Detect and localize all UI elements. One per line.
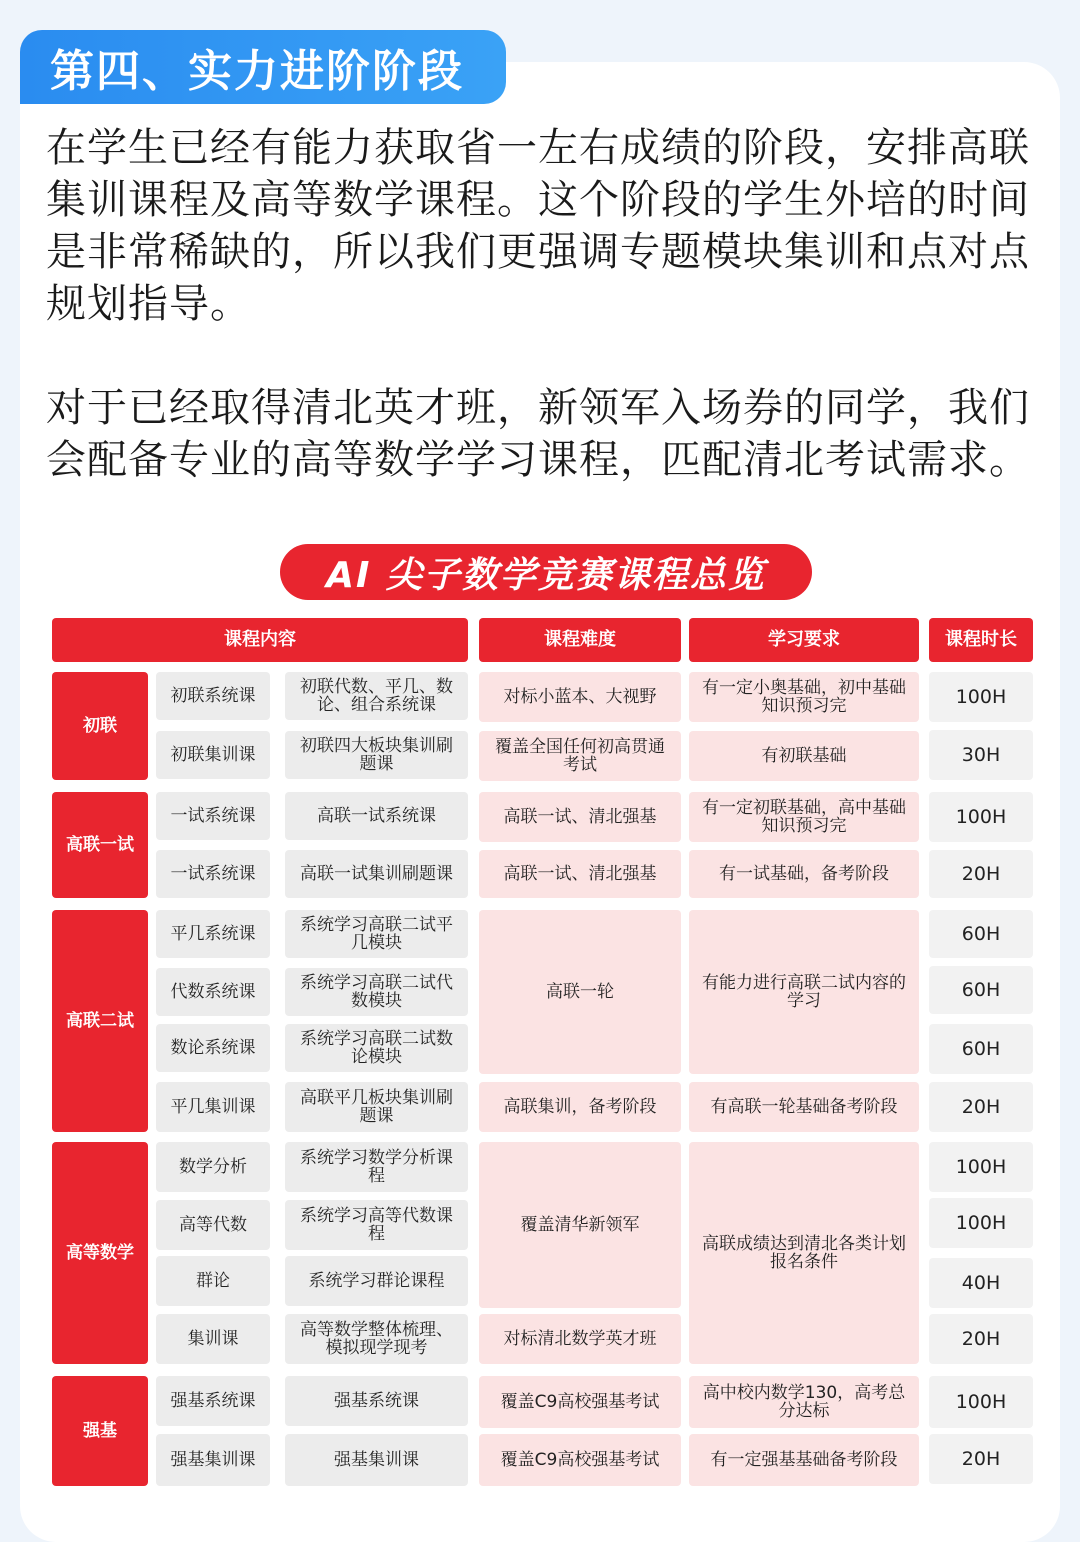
- group-gaolian-1: 高联一试: [52, 792, 148, 898]
- hours-cell: 30H: [929, 730, 1033, 780]
- difficulty-cell: 覆盖C9高校强基考试: [479, 1434, 681, 1486]
- course-cell: 强基集训课: [156, 1434, 270, 1486]
- content-cell: 强基集训课: [285, 1434, 468, 1486]
- hours-cell: 60H: [929, 1024, 1033, 1074]
- hours-cell: 20H: [929, 1314, 1033, 1364]
- hours-cell: 100H: [929, 1376, 1033, 1428]
- course-cell: 群论: [156, 1256, 270, 1306]
- course-cell: 初联集训课: [156, 731, 270, 779]
- stage-title: 第四、实力进阶阶段: [20, 30, 506, 104]
- difficulty-cell: 高联一轮: [479, 910, 681, 1074]
- table-title: AI 尖子数学竞赛课程总览: [280, 544, 812, 600]
- hours-cell: 20H: [929, 1082, 1033, 1132]
- course-cell: 平几集训课: [156, 1082, 270, 1132]
- content-cell: 初联代数、平几、数论、组合系统课: [285, 672, 468, 720]
- requirement-cell: 有初联基础: [689, 731, 919, 781]
- content-cell: 初联四大板块集训刷题课: [285, 731, 468, 779]
- course-cell: 集训课: [156, 1314, 270, 1364]
- header-course-content: 课程内容: [52, 618, 468, 662]
- requirement-cell: 有能力进行高联二试内容的学习: [689, 910, 919, 1074]
- requirement-cell: 有高联一轮基础备考阶段: [689, 1082, 919, 1132]
- requirement-cell: 有一试基础，备考阶段: [689, 850, 919, 898]
- course-cell: 强基系统课: [156, 1376, 270, 1426]
- difficulty-cell: 对标清北数学英才班: [479, 1314, 681, 1364]
- hours-cell: 20H: [929, 1434, 1033, 1484]
- intro-paragraph-1: 在学生已经有能力获取省一左右成绩的阶段，安排高联集训课程及高等数学课程。这个阶段的学生外培的时间是非常稀缺的，所以我们更强调专题模块集训和点对点规划指导。: [46, 125, 1030, 327]
- course-cell: 高等代数: [156, 1200, 270, 1250]
- header-requirements: 学习要求: [689, 618, 919, 662]
- difficulty-cell: 对标小蓝本、大视野: [479, 672, 681, 722]
- intro-text: [46, 122, 1046, 538]
- course-cell: 代数系统课: [156, 968, 270, 1016]
- requirement-cell: 有一定初联基础，高中基础知识预习完: [689, 792, 919, 842]
- group-gaolian-2: 高联二试: [52, 910, 148, 1132]
- hours-cell: 100H: [929, 672, 1033, 722]
- content-cell: 高联平几板块集训刷题课: [285, 1082, 468, 1132]
- requirement-cell: 有一定小奥基础，初中基础知识预习完: [689, 672, 919, 722]
- hours-cell: 40H: [929, 1258, 1033, 1308]
- course-cell: 初联系统课: [156, 672, 270, 720]
- difficulty-cell: 覆盖C9高校强基考试: [479, 1376, 681, 1428]
- course-cell: 平几系统课: [156, 910, 270, 958]
- hours-cell: 100H: [929, 792, 1033, 842]
- intro-paragraph-2: 对于已经取得清北英才班，新领军入场券的同学，我们会配备专业的高等数学学习课程，匹配清北考试需求。: [46, 385, 1030, 483]
- content-cell: 高联一试系统课: [285, 792, 468, 840]
- hours-cell: 60H: [929, 910, 1033, 958]
- content-cell: 系统学习高联二试平几模块: [285, 910, 468, 958]
- difficulty-cell: 高联一试、清北强基: [479, 792, 681, 842]
- content-cell: 强基系统课: [285, 1376, 468, 1426]
- group-chulian: 初联: [52, 672, 148, 780]
- content-cell: 系统学习高联二试数论模块: [285, 1024, 468, 1072]
- header-difficulty: 课程难度: [479, 618, 681, 662]
- requirement-cell: 高中校内数学130，高考总分达标: [689, 1376, 919, 1428]
- hours-cell: 20H: [929, 850, 1033, 898]
- content-cell: 高等数学整体梳理、模拟现学现考: [285, 1314, 468, 1364]
- hours-cell: 100H: [929, 1142, 1033, 1192]
- requirement-cell: 高联成绩达到清北各类计划报名条件: [689, 1142, 919, 1364]
- group-qiangji: 强基: [52, 1376, 148, 1486]
- content-cell: 系统学习高联二试代数模块: [285, 968, 468, 1016]
- header-hours: 课程时长: [929, 618, 1033, 662]
- difficulty-cell: 高联集训，备考阶段: [479, 1082, 681, 1132]
- content-cell: 系统学习群论课程: [285, 1256, 468, 1306]
- course-cell: 一试系统课: [156, 850, 270, 898]
- content-cell: 系统学习高等代数课程: [285, 1200, 468, 1250]
- difficulty-cell: 覆盖全国任何初高贯通考试: [479, 731, 681, 781]
- course-cell: 数论系统课: [156, 1024, 270, 1072]
- content-cell: 系统学习数学分析课程: [285, 1142, 468, 1192]
- hours-cell: 60H: [929, 966, 1033, 1014]
- content-cell: 高联一试集训刷题课: [285, 850, 468, 898]
- requirement-cell: 有一定强基基础备考阶段: [689, 1434, 919, 1486]
- difficulty-cell: 高联一试、清北强基: [479, 850, 681, 898]
- course-cell: 一试系统课: [156, 792, 270, 840]
- difficulty-cell: 覆盖清华新领军: [479, 1142, 681, 1308]
- group-higher-math: 高等数学: [52, 1142, 148, 1364]
- hours-cell: 100H: [929, 1198, 1033, 1248]
- course-cell: 数学分析: [156, 1142, 270, 1192]
